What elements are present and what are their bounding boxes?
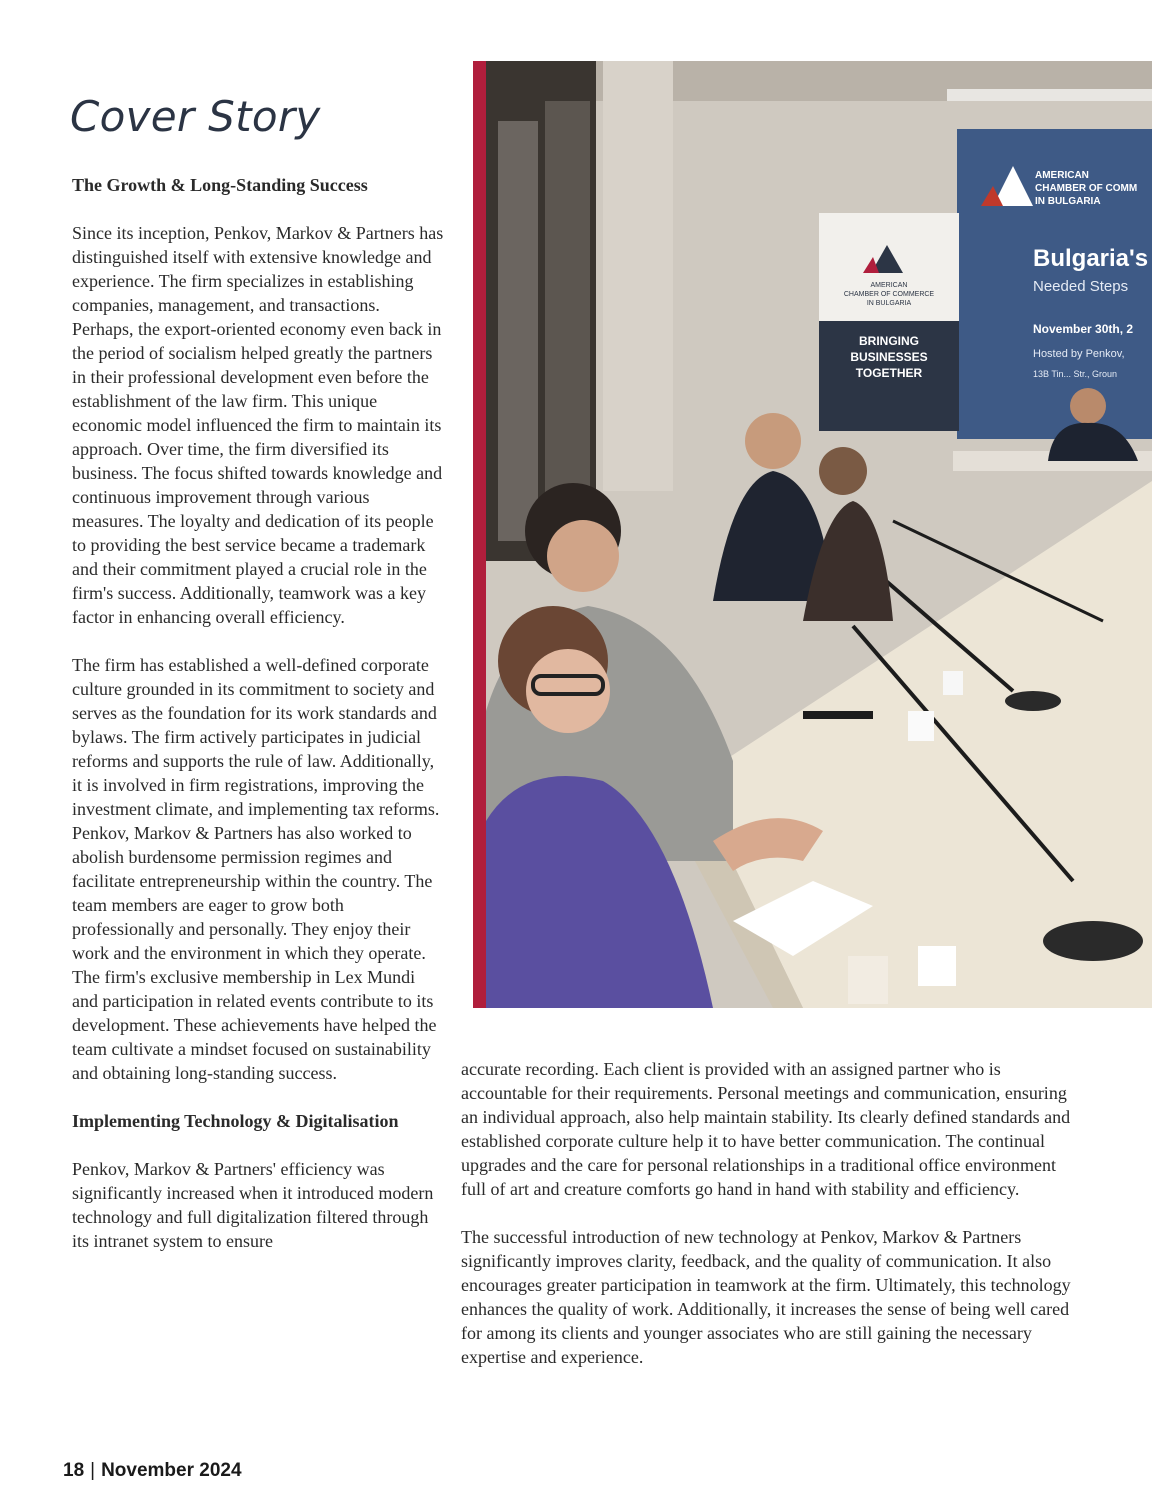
paragraph-corporate-culture: The firm has established a well-defined corporate culture grounded in its commitment to society and serves as the foundation for its work standards and bylaws. The firm actively participates in judicial reforms and supports the rule of law. Additionally, it is involved in firm registrations, improving the investment climate, and implementing tax reforms. Penkov, Markov & Partners has also worked to abolish burdensome permission regimes and facilitate entrepreneurship within the country. The team members are eager to grow both professionally and personally. They enjoy their work and the environment in which they operate. The firm's exclusive membership in Lex Mundi and participation in related events contribute to its development. These achievements have helped the team cultivate a mindset focused on sustainability and obtaining long-standing success. <box>72 655 440 1083</box>
section-title: Cover Story <box>70 92 321 141</box>
page-number: 18 <box>63 1460 85 1481</box>
banner-slogan-line-1: BRINGING <box>859 334 919 348</box>
screen-address: 13B Tin... Str., Groun <box>1033 369 1118 379</box>
screen-host: Hosted by Penkov, <box>1033 348 1125 360</box>
paragraph-efficiency-continued: accurate recording. Each client is provided with an assigned partner who is accountable for their requirements. Personal meetings and communication, ensuring an individual approach, also help maintain stability. Its clearly defined standards and established corporate culture help it to have better communication. The continual upgrades and the care for personal relationships in a traditional office environment full of art and creature comforts go hand in hand with stability and efficiency. <box>461 1059 1071 1199</box>
banner-slogan-line-3: TOGETHER <box>855 366 923 380</box>
screen-title: Bulgaria's <box>1033 245 1149 272</box>
heading-growth: The Growth & Long-Standing Success <box>72 175 368 195</box>
article-left-column <box>72 173 444 1253</box>
screen-org-line-2: CHAMBER OF COMM <box>1035 183 1138 194</box>
article-right-column <box>461 1057 1081 1369</box>
screen-subtitle: Needed Steps <box>1033 278 1129 295</box>
banner-org-line-3: IN BULGARIA <box>866 300 912 307</box>
conference-photo <box>473 61 1152 1008</box>
paragraph-inception: Since its inception, Penkov, Markov & Partners has distinguished itself with extensive knowledge and experience. The firm specializes in establishing companies, management, and transactions. Perhaps, the export-oriented economy even back in the period of socialism helped greatly the partners in their professional development even before the establishment of the law firm. This unique economic model influenced the firm to maintain its approach. Over time, the firm diversified its business. The focus shifted towards knowledge and continuous improvement through various measures. The loyalty and dedication of its people to providing the best service became a trademark and their commitment played a crucial role in the firm's success. Additionally, teamwork was a key factor in enhancing overall efficiency. <box>72 223 444 627</box>
screen-org-line-1: AMERICAN <box>1035 170 1089 181</box>
issue-date: November 2024 <box>101 1460 242 1481</box>
screen-date: November 30th, 2 <box>1033 322 1134 336</box>
footer-separator: | <box>90 1460 96 1481</box>
banner-org-line-1: AMERICAN <box>870 282 908 289</box>
banner-slogan-line-2: BUSINESSES <box>850 350 928 364</box>
heading-technology: Implementing Technology & Digitalisation <box>72 1111 399 1131</box>
paragraph-efficiency: Penkov, Markov & Partners' efficiency was significantly increased when it introduced modern technology and full digitalization filtered through its intranet system to ensure <box>72 1159 434 1251</box>
screen-org-line-3: IN BULGARIA <box>1035 196 1101 207</box>
photo-accent-bar <box>473 61 486 1008</box>
banner-org-line-2: CHAMBER OF COMMERCE <box>843 291 935 298</box>
paragraph-technology-impact: The successful introduction of new technology at Penkov, Markov & Partners significantly improves clarity, feedback, and the quality of communication. It also encourages greater participation in teamwork at the firm. Ultimately, this technology enhances the quality of work. Additionally, it increases the sense of being well cared for among its clients and younger associates who are still gaining the necessary expertise and experience. <box>461 1227 1071 1367</box>
page-footer <box>63 1460 242 1482</box>
